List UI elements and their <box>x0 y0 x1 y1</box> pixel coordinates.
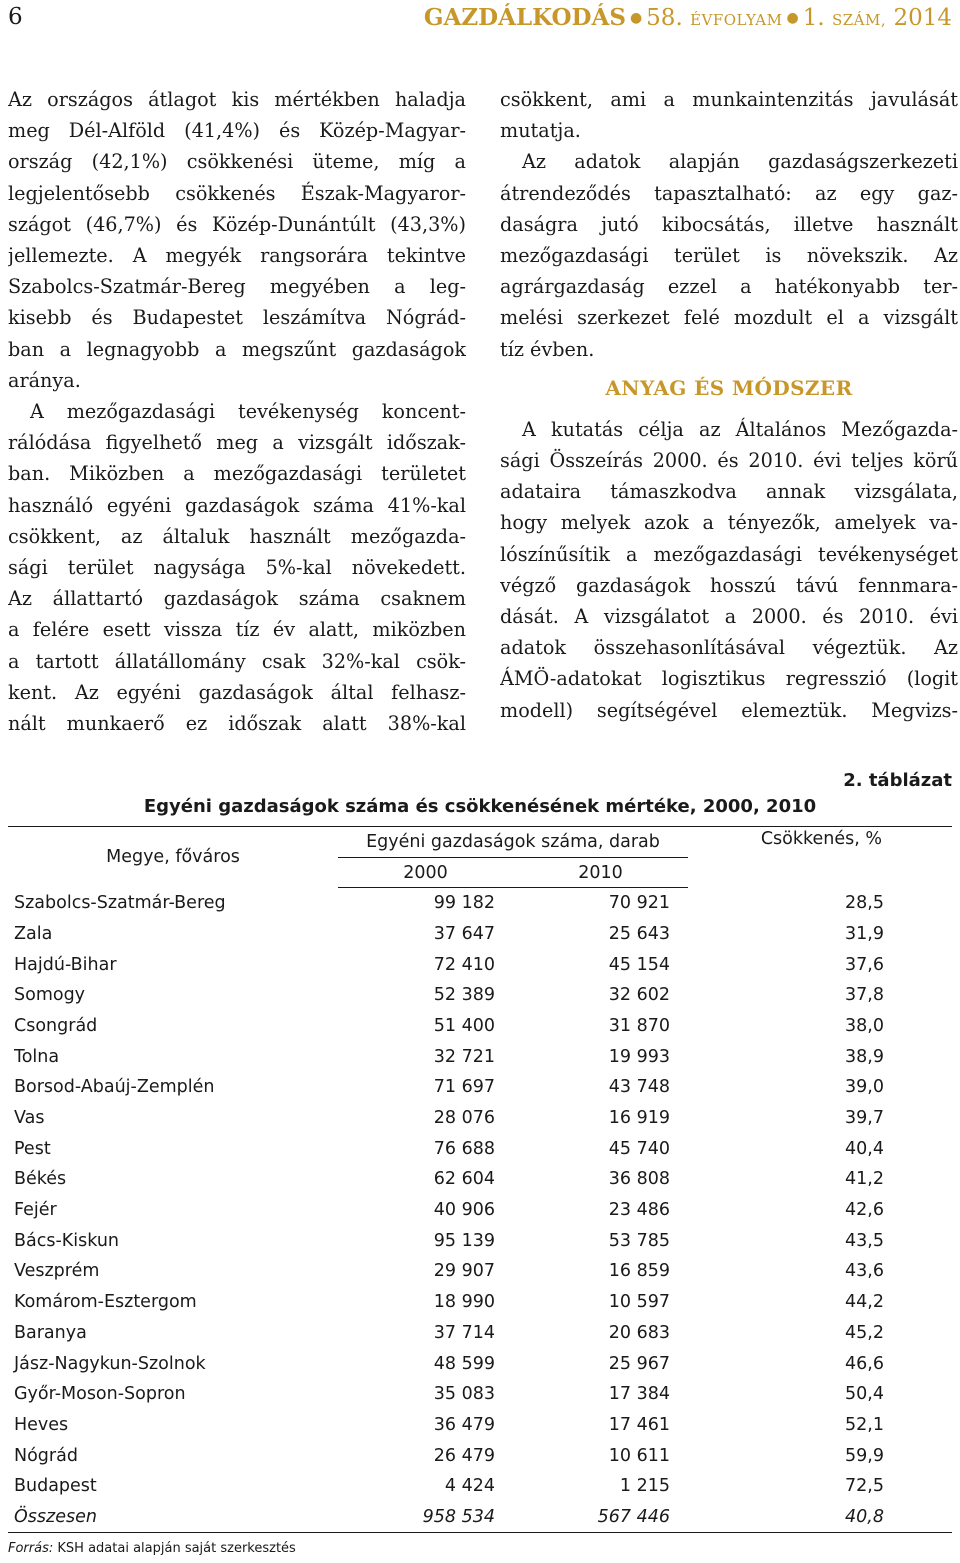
decline-percent-cell: 38,0 <box>845 1015 884 1036</box>
county-cell: Heves <box>14 1414 69 1435</box>
county-cell: Hajdú-Bihar <box>14 954 117 975</box>
table-row <box>8 1164 952 1195</box>
column-header-decline: Csökkenés, % <box>688 827 952 888</box>
value-2000-cell: 72 410 <box>433 954 495 975</box>
value-2010-cell: 567 446 <box>513 1502 688 1533</box>
value-2010-cell: 32 602 <box>608 985 670 1006</box>
text-line: meg Dél-Alföld (41,4%) és Közép-Magyar- <box>8 119 466 143</box>
text-line: adatok összehasonlításával végeztük. Az <box>500 636 958 660</box>
value-2000-cell: 40 906 <box>433 1200 495 1221</box>
county-cell: Szabolcs-Szatmár-Bereg <box>14 893 226 914</box>
decline-percent-cell: 52,1 <box>845 1414 884 1435</box>
decline-percent-cell: 50,4 <box>845 1384 884 1405</box>
issue-word: SZÁM, <box>831 11 887 29</box>
county-cell: Baranya <box>14 1322 87 1343</box>
value-2010-cell: 17 461 <box>608 1414 670 1435</box>
table-row <box>8 949 952 980</box>
value-2010-cell: 25 967 <box>608 1353 670 1374</box>
table-row <box>8 1011 952 1042</box>
text-line: a tartott állatállomány csak 32%-kal csök- <box>8 649 466 673</box>
value-2010-cell: 53 785 <box>608 1230 670 1251</box>
decline-percent-cell: 59,9 <box>845 1445 884 1466</box>
decline-percent-cell: 31,9 <box>845 923 884 944</box>
text-line: átrendeződés tapasztalható: az egy gaz- <box>500 181 958 205</box>
table-row <box>8 1072 952 1103</box>
county-cell: Pest <box>14 1138 51 1159</box>
text-line: legjelentősebb csökkenés Észak-Magyaror- <box>8 181 466 205</box>
value-2000-cell: 95 139 <box>433 1230 495 1251</box>
decline-percent-cell: 44,2 <box>845 1292 884 1313</box>
text-line: csökkent, ami a munkaintenzitás javulását <box>500 88 958 111</box>
county-cell: Békés <box>14 1169 67 1190</box>
table-label: 2. táblázat <box>843 770 952 791</box>
decline-percent-cell: 39,0 <box>845 1077 884 1098</box>
text-line: Az állattartó gazdaságok száma csaknem <box>8 587 466 611</box>
volume-number: 58. <box>646 5 683 31</box>
text-line: aránya. <box>8 368 81 392</box>
text-line: ban. Miközben a mezőgazdasági területet <box>8 462 466 486</box>
text-line: ÁMÖ-adatokat logisztikus regresszió (logit <box>500 667 958 691</box>
table-row <box>8 1256 952 1287</box>
value-2000-cell: 71 697 <box>433 1077 495 1098</box>
page-number: 6 <box>8 4 23 30</box>
journal-running-title <box>424 4 952 31</box>
table-row <box>8 1379 952 1410</box>
text-line: mutatja. <box>500 119 581 143</box>
column-header-2000: 2000 <box>338 857 513 888</box>
bullet-separator: ● <box>629 10 643 26</box>
county-cell: Fejér <box>14 1200 57 1221</box>
value-2000-cell: 958 534 <box>338 1502 513 1533</box>
text-line: nált munkaerő ez időszak alatt 38%-kal <box>8 712 466 736</box>
table-row <box>8 1133 952 1164</box>
value-2010-cell: 25 643 <box>608 923 670 944</box>
right-text-column <box>500 84 958 726</box>
value-2010-cell: 20 683 <box>608 1322 670 1343</box>
text-line: rálódása figyelhető meg a vizsgált időszak- <box>8 431 466 455</box>
text-line: Szabolcs-Szatmár-Bereg megyében a leg- <box>8 275 466 299</box>
table-row <box>8 1225 952 1256</box>
decline-percent-cell: 37,8 <box>845 985 884 1006</box>
table-body <box>8 888 952 1532</box>
table-row <box>8 1103 952 1134</box>
text-line: szágot (46,7%) és Közép-Dunántúlt (43,3%) <box>8 212 466 236</box>
text-line: végző gazdaságok hosszú távú fennmara- <box>500 573 958 597</box>
year: 2014 <box>893 5 952 31</box>
value-2010-cell: 10 597 <box>608 1292 670 1313</box>
value-2010-cell: 31 870 <box>608 1015 670 1036</box>
text-line: sági Összeírás 2000. és 2010. évi teljes körű <box>500 449 958 473</box>
text-line: jellemezte. A megyék rangsorára tekintve <box>8 244 466 268</box>
value-2000-cell: 4 424 <box>444 1476 495 1497</box>
column-header-count-group: Egyéni gazdaságok száma, darab <box>338 827 688 858</box>
journal-name: GAZDÁLKODÁS <box>423 4 626 31</box>
value-2000-cell: 37 714 <box>433 1322 495 1343</box>
text-line: modell) segítségével elemeztük. Megvizs- <box>500 698 958 722</box>
value-2010-cell: 1 215 <box>619 1476 670 1497</box>
value-2000-cell: 48 599 <box>433 1353 495 1374</box>
table-total-row <box>8 1502 952 1533</box>
value-2000-cell: 36 479 <box>433 1414 495 1435</box>
value-2000-cell: 28 076 <box>433 1108 495 1129</box>
text-line: daságra jutó kibocsátás, illetve használt <box>500 212 958 236</box>
table-row <box>8 919 952 950</box>
table-row <box>8 888 952 919</box>
county-cell: Vas <box>14 1108 45 1129</box>
decline-percent-cell: 40,8 <box>688 1502 952 1533</box>
table-row <box>8 1318 952 1349</box>
county-cell: Komárom-Esztergom <box>14 1292 197 1313</box>
county-cell: Jász-Nagykun-Szolnok <box>14 1353 206 1374</box>
source-text: KSH adatai alapján saját szerkesztés <box>57 1541 296 1556</box>
bullet-separator: ● <box>786 10 799 26</box>
value-2010-cell: 16 919 <box>608 1108 670 1129</box>
value-2000-cell: 51 400 <box>433 1015 495 1036</box>
text-line: A mezőgazdasági tevékenység koncent- <box>30 400 466 424</box>
text-line: dását. A vizsgálatot a 2000. és 2010. évi <box>500 605 958 629</box>
county-cell: Bács-Kiskun <box>14 1230 120 1251</box>
decline-percent-cell: 72,5 <box>845 1476 884 1497</box>
text-line: hogy melyek azok a tényezők, amelyek va- <box>500 511 958 535</box>
text-line: csökkent, az általuk használt mezőgazda- <box>8 524 466 548</box>
decline-percent-cell: 39,7 <box>845 1108 884 1129</box>
value-2000-cell: 62 604 <box>433 1169 495 1190</box>
decline-percent-cell: 46,6 <box>845 1353 884 1374</box>
text-line: adataira támaszkodva annak vizsgálata, <box>500 480 958 504</box>
decline-percent-cell: 28,5 <box>845 893 884 914</box>
value-2000-cell: 29 907 <box>433 1261 495 1282</box>
text-line: melési szerkezet felé mozdult el a vizsgált <box>500 306 958 330</box>
value-2000-cell: 18 990 <box>433 1292 495 1313</box>
value-2000-cell: 35 083 <box>433 1384 495 1405</box>
text-line: Az országos átlagot kis mértékben haladja <box>8 88 466 111</box>
text-line: használó egyéni gazdaságok száma 41%-kal <box>8 493 466 517</box>
source-label: Forrás: <box>8 1541 54 1556</box>
running-header <box>8 4 952 34</box>
text-line: agrárgazdaság ezzel a hatékonyabb ter- <box>500 275 958 299</box>
value-2000-cell: 76 688 <box>433 1138 495 1159</box>
volume-word: ÉVFOLYAM <box>690 11 783 29</box>
table-row <box>8 1041 952 1072</box>
table-row <box>8 1410 952 1441</box>
county-cell: Borsod-Abaúj-Zemplén <box>14 1077 215 1098</box>
value-2010-cell: 70 921 <box>608 893 670 914</box>
value-2010-cell: 23 486 <box>608 1200 670 1221</box>
county-cell: Összesen <box>8 1502 338 1533</box>
county-cell: Nógrád <box>14 1445 78 1466</box>
value-2010-cell: 17 384 <box>608 1384 670 1405</box>
text-line: kisebb és Budapestet leszámítva Nógrád- <box>8 306 466 330</box>
value-2010-cell: 45 740 <box>608 1138 670 1159</box>
table-row <box>8 1287 952 1318</box>
decline-percent-cell: 42,6 <box>845 1200 884 1221</box>
value-2000-cell: 26 479 <box>433 1445 495 1466</box>
households-table <box>8 826 952 1533</box>
table-row <box>8 1195 952 1226</box>
value-2000-cell: 37 647 <box>433 923 495 944</box>
decline-percent-cell: 45,2 <box>845 1322 884 1343</box>
table-row <box>8 1440 952 1471</box>
value-2010-cell: 43 748 <box>608 1077 670 1098</box>
value-2010-cell: 19 993 <box>608 1046 670 1067</box>
value-2010-cell: 45 154 <box>608 954 670 975</box>
text-line: a felére esett vissza tíz év alatt, miközben <box>8 618 466 642</box>
text-line: mezőgazdasági terület is növekszik. Az <box>500 244 958 268</box>
county-cell: Tolna <box>14 1046 60 1067</box>
county-cell: Zala <box>14 923 53 944</box>
issue-number: 1. <box>802 5 825 31</box>
value-2010-cell: 10 611 <box>608 1445 670 1466</box>
text-line: A kutatás célja az Általános Mezőgazda- <box>522 417 958 441</box>
table-row <box>8 980 952 1011</box>
value-2000-cell: 99 182 <box>433 893 495 914</box>
table-header-row <box>8 827 952 858</box>
table-title: Egyéni gazdaságok száma és csökkenésének mértéke, 2000, 2010 <box>143 796 817 817</box>
decline-percent-cell: 43,5 <box>845 1230 884 1251</box>
decline-percent-cell: 40,4 <box>845 1138 884 1159</box>
text-line: sági terület nagysága 5%-kal növekedett. <box>8 556 466 580</box>
text-line: ban a legnagyobb a megszűnt gazdaságok <box>8 337 466 361</box>
county-cell: Somogy <box>14 985 86 1006</box>
text-line: Az adatok alapján gazdaságszerkezeti <box>522 150 958 174</box>
value-2010-cell: 36 808 <box>608 1169 670 1190</box>
text-line: tíz évben. <box>500 337 595 361</box>
column-header-2010: 2010 <box>513 857 688 888</box>
value-2010-cell: 16 859 <box>608 1261 670 1282</box>
left-text-column <box>8 84 466 739</box>
county-cell: Győr-Moson-Sopron <box>14 1384 186 1405</box>
table-row <box>8 1471 952 1502</box>
value-2000-cell: 32 721 <box>433 1046 495 1067</box>
value-2000-cell: 52 389 <box>433 985 495 1006</box>
text-line: lószínűsítik a mezőgazdasági tevékenységet <box>500 542 958 566</box>
table-source-note <box>8 1541 296 1556</box>
column-header-county: Megye, főváros <box>8 827 338 888</box>
decline-percent-cell: 37,6 <box>845 954 884 975</box>
county-cell: Csongrád <box>14 1015 98 1036</box>
table-row <box>8 1348 952 1379</box>
decline-percent-cell: 38,9 <box>845 1046 884 1067</box>
text-line: kent. Az egyéni gazdaságok által felhasz- <box>8 680 466 704</box>
section-heading: ANYAG ÉS MÓDSZER <box>605 375 853 400</box>
county-cell: Veszprém <box>14 1261 100 1282</box>
decline-percent-cell: 41,2 <box>845 1169 884 1190</box>
text-line: ország (42,1%) csökkenési üteme, míg a <box>8 150 466 174</box>
decline-percent-cell: 43,6 <box>845 1261 884 1282</box>
county-cell: Budapest <box>14 1476 97 1497</box>
